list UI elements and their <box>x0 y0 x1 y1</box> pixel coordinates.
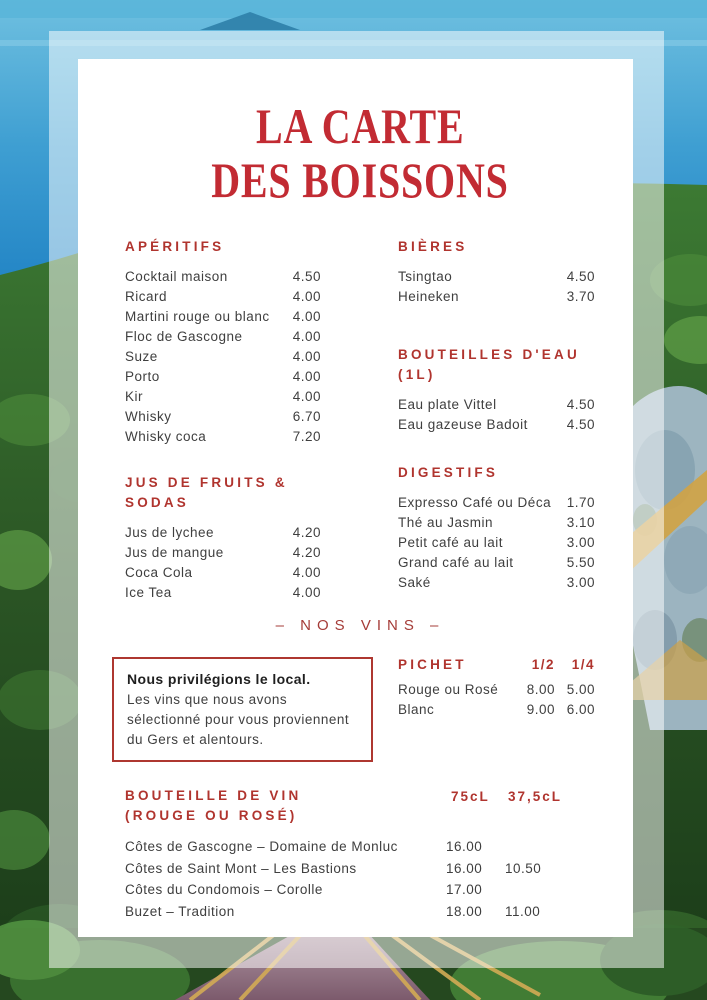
pichet-heading: PICHET <box>398 657 467 672</box>
section-heading: APÉRITIFS <box>125 239 225 254</box>
item-price: 16.00 <box>446 860 483 876</box>
item-price: 1.70 <box>566 495 595 510</box>
menu-columns <box>125 237 595 603</box>
menu-item <box>125 367 321 387</box>
local-note-box <box>112 657 373 762</box>
column-left <box>125 237 321 603</box>
title-line-2: DES BOISSONS <box>211 152 509 208</box>
bottle-col-75cl: 75cL <box>451 789 490 804</box>
menu-item <box>398 553 595 573</box>
item-price: 18.00 <box>446 903 483 919</box>
item-price: 7.20 <box>292 429 321 444</box>
pichet-col-half: 1/2 <box>531 657 555 672</box>
section-bieres <box>398 237 595 307</box>
section-heading: BIÈRES <box>398 239 468 254</box>
page-title <box>125 99 595 207</box>
bottle-col-37cl: 37,5cL <box>508 789 563 804</box>
item-name: Blanc <box>398 702 435 717</box>
item-name: Whisky coca <box>125 429 207 444</box>
item-price: 4.00 <box>292 309 321 324</box>
item-name: Grand café au lait <box>398 555 514 570</box>
item-price: 17.00 <box>446 882 483 897</box>
vins-row <box>125 657 595 762</box>
section-heading: BOUTEILLES D'EAU (1L) <box>398 347 580 382</box>
item-name: Heineken <box>398 289 460 304</box>
item-price: 6.00 <box>566 702 595 717</box>
menu-item <box>398 415 595 435</box>
item-price: 5.00 <box>566 682 595 697</box>
menu-item <box>125 387 321 407</box>
item-price: 10.50 <box>505 860 542 876</box>
card-frame <box>49 31 664 968</box>
title-line-1: LA CARTE <box>255 98 465 154</box>
item-name: Expresso Café ou Déca <box>398 495 552 510</box>
item-price: 4.50 <box>566 417 595 432</box>
item-name: Côtes du Condomois – Corolle <box>125 882 323 897</box>
item-name: Cocktail maison <box>125 269 228 284</box>
item-name: Ice Tea <box>125 585 172 600</box>
item-price: 8.00 <box>526 682 555 697</box>
menu-item <box>125 523 321 543</box>
bottle-row <box>125 836 595 858</box>
pichet-row <box>398 680 595 700</box>
item-price: 4.20 <box>292 545 321 560</box>
item-price: 4.20 <box>292 525 321 540</box>
menu-item <box>125 583 321 603</box>
item-price <box>505 879 595 901</box>
item-name: Côtes de Saint Mont – Les Bastions <box>125 860 357 876</box>
pichet-header <box>398 657 595 672</box>
local-note-title: Nous privilégions le local. <box>127 671 311 687</box>
item-price: 4.00 <box>292 289 321 304</box>
section-heading: JUS DE FRUITS & SODAS <box>125 475 288 510</box>
item-price: 11.00 <box>505 903 541 919</box>
column-right <box>398 237 595 603</box>
item-name: Coca Cola <box>125 565 193 580</box>
item-price: 4.50 <box>292 269 321 284</box>
menu-item <box>398 395 595 415</box>
section-digestifs <box>398 463 595 593</box>
item-price: 4.00 <box>292 585 321 600</box>
item-price: 3.70 <box>566 289 595 304</box>
item-name: Saké <box>398 575 431 590</box>
item-name: Buzet – Tradition <box>125 903 235 919</box>
bottle-row <box>125 858 595 880</box>
menu-item <box>125 543 321 563</box>
item-price: 5.50 <box>566 555 595 570</box>
item-name: Tsingtao <box>398 269 453 284</box>
item-price: 4.50 <box>566 397 595 412</box>
menu-item <box>398 573 595 593</box>
section-aperitifs <box>125 237 321 447</box>
menu-item <box>125 327 321 347</box>
pichet-table <box>398 657 595 720</box>
menu-item <box>398 267 595 287</box>
menu-item <box>398 513 595 533</box>
item-price: 6.70 <box>292 409 321 424</box>
nos-vins-heading: – NOS VINS – <box>275 617 445 634</box>
item-name: Martini rouge ou blanc <box>125 309 270 324</box>
menu-item <box>125 267 321 287</box>
bottle-table <box>125 786 595 922</box>
menu-item <box>125 347 321 367</box>
item-price: 16.00 <box>446 839 483 854</box>
item-price: 9.00 <box>526 702 555 717</box>
menu-item <box>398 287 595 307</box>
menu-item <box>125 563 321 583</box>
item-name: Ricard <box>125 289 168 304</box>
item-price: 4.00 <box>292 389 321 404</box>
menu-item <box>125 307 321 327</box>
item-name: Whisky <box>125 409 172 424</box>
item-name: Eau plate Vittel <box>398 397 497 412</box>
item-name: Thé au Jasmin <box>398 515 494 530</box>
section-heading: DIGESTIFS <box>398 465 499 480</box>
bottle-row <box>125 879 595 901</box>
menu-item <box>125 407 321 427</box>
item-name: Suze <box>125 349 158 364</box>
item-price: 4.00 <box>292 349 321 364</box>
pichet-row <box>398 700 595 720</box>
menu-item <box>125 287 321 307</box>
item-price: 3.00 <box>566 535 595 550</box>
item-name: Porto <box>125 369 160 384</box>
item-price: 4.00 <box>292 329 321 344</box>
bottle-heading: BOUTEILLE DE VIN (ROUGE OU ROSÉ) <box>125 788 302 823</box>
menu-item <box>398 533 595 553</box>
item-name: Kir <box>125 389 143 404</box>
menu-item <box>125 427 321 447</box>
section-jus-sodas <box>125 473 321 603</box>
item-name: Jus de lychee <box>125 525 215 540</box>
bottle-header <box>125 786 595 826</box>
item-price <box>505 836 595 858</box>
item-name: Floc de Gascogne <box>125 329 243 344</box>
local-note-text: Les vins que nous avons sélectionné pour vous proviennent du Gers et alentours. <box>127 692 350 747</box>
menu-card <box>78 59 633 937</box>
item-price: 4.00 <box>292 565 321 580</box>
item-name: Rouge ou Rosé <box>398 682 499 697</box>
item-price: 4.00 <box>292 369 321 384</box>
item-price: 3.10 <box>566 515 595 530</box>
bottle-row <box>125 901 595 923</box>
item-name: Petit café au lait <box>398 535 504 550</box>
pichet-col-quarter: 1/4 <box>571 657 595 672</box>
item-price: 4.50 <box>566 269 595 284</box>
item-name: Eau gazeuse Badoit <box>398 417 528 432</box>
item-name: Côtes de Gascogne – Domaine de Monluc <box>125 839 398 854</box>
section-bouteilles-eau <box>398 345 595 435</box>
item-name: Jus de mangue <box>125 545 224 560</box>
menu-item <box>398 493 595 513</box>
item-price: 3.00 <box>566 575 595 590</box>
